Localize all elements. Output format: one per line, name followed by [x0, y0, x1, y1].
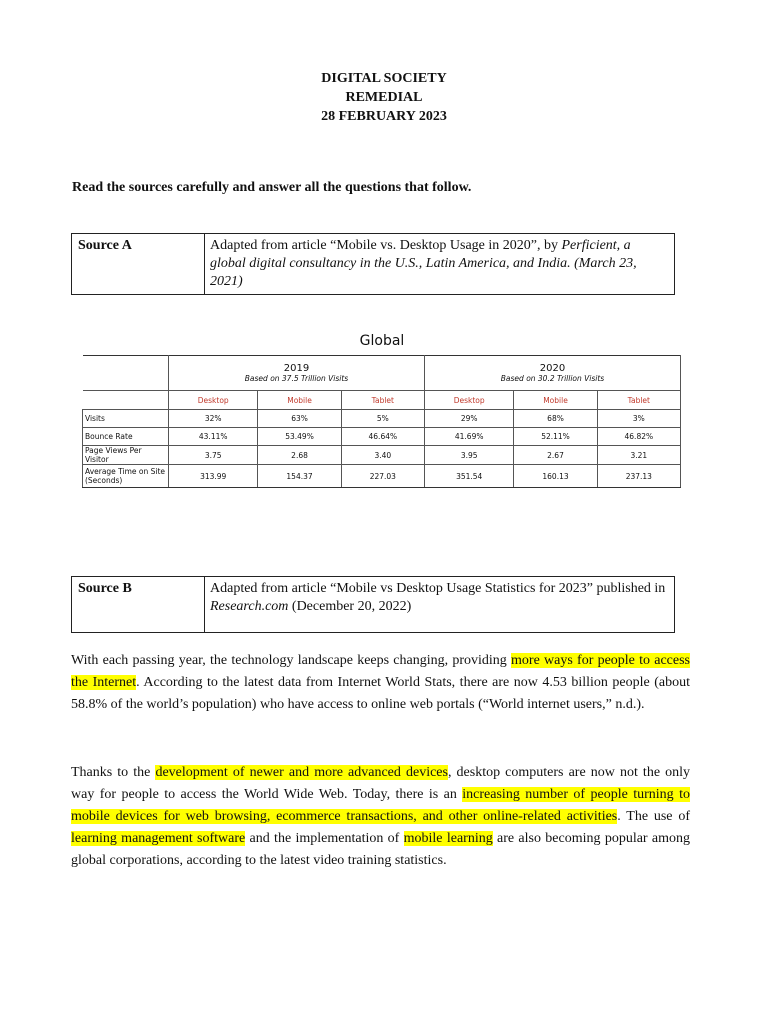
table-cell: 46.64%: [341, 428, 424, 446]
table-corner-2: [83, 391, 169, 410]
highlighted-text: increasing number of people turning to mobile devices for web browsing, ecommerce transactions, and other online-related activities: [71, 787, 690, 824]
row-label: Bounce Rate: [83, 428, 169, 446]
table-cell: 3%: [597, 410, 680, 428]
table-cell: 3.75: [169, 446, 258, 465]
source-a-desc-italic: Perficient, a global digital consultancy in the U.S., Latin America, and India. (March 23, 2021): [210, 238, 637, 289]
table-cell: 43.11%: [169, 428, 258, 446]
device-header: Mobile: [514, 391, 597, 410]
paragraph-text: are also becoming popular among global corporations, according to the latest video training statistics.: [71, 831, 690, 868]
paragraph-text: With each passing year, the technology landscape keeps changing, providing: [71, 653, 512, 668]
table-cell: 29%: [424, 410, 513, 428]
source-b-label: Source B: [72, 577, 205, 632]
year-2019-header: [169, 356, 425, 391]
table-cell: 237.13: [597, 465, 680, 488]
table-cell: 160.13: [514, 465, 597, 488]
year-2020-label: 2020: [539, 363, 566, 374]
source-b-description: [205, 577, 674, 632]
table-cell: 2.67: [514, 446, 597, 465]
table-cell: 2.68: [258, 446, 341, 465]
highlighted-text: mobile learning: [403, 831, 493, 846]
device-header: Tablet: [341, 391, 424, 410]
table-cell: 5%: [341, 410, 424, 428]
paragraph-text: . The use of: [617, 809, 690, 824]
paragraph-1: [71, 650, 690, 716]
highlighted-text: more ways for people to access the Internet: [71, 653, 690, 690]
paragraph-text: . According to the latest data from Internet World Stats, there are now 4.53 billion people (about 58.8% of the world’s population) who have access to online web portals (“World internet users,” n.d.).: [71, 675, 690, 712]
table-cell: 3.21: [597, 446, 680, 465]
row-label: Average Time on Site (Seconds): [83, 465, 169, 488]
paragraph-2: [71, 762, 690, 872]
table-cell: 68%: [514, 410, 597, 428]
table-row: [83, 428, 681, 446]
table-cell: 52.11%: [514, 428, 597, 446]
row-label: Page Views Per Visitor: [83, 446, 169, 465]
table-row: [83, 465, 681, 488]
table-row: [83, 410, 681, 428]
source-a-desc-text: Adapted from article “Mobile vs. Desktop Usage in 2020”, by: [210, 238, 562, 253]
device-header: Mobile: [258, 391, 341, 410]
source-b-publication: Research.com: [210, 599, 289, 614]
table-year-row: [83, 356, 681, 391]
table-cell: 313.99: [169, 465, 258, 488]
source-b-box: [71, 576, 675, 633]
source-b-date: (December 20, 2022): [288, 599, 412, 614]
table-title: Global: [359, 333, 405, 349]
table-cell: 3.95: [424, 446, 513, 465]
usage-stats-table: [82, 355, 681, 488]
table-cell: 63%: [258, 410, 341, 428]
document-header: [0, 69, 768, 126]
year-2020-basis: Based on 30.2 Trillion Visits: [500, 374, 605, 383]
table-row: [83, 446, 681, 465]
source-a-label: Source A: [72, 234, 205, 294]
source-a-description: [205, 234, 674, 294]
highlighted-text: learning management software: [71, 831, 246, 846]
table-cell: 32%: [169, 410, 258, 428]
table-cell: 46.82%: [597, 428, 680, 446]
device-header: Desktop: [169, 391, 258, 410]
source-a-box: [71, 233, 675, 295]
year-2019-basis: Based on 37.5 Trillion Visits: [244, 374, 349, 383]
course-title: DIGITAL SOCIETY: [321, 71, 447, 86]
year-2019-label: 2019: [283, 363, 310, 374]
table-cell: 227.03: [341, 465, 424, 488]
device-header: Tablet: [597, 391, 680, 410]
instructions: Read the sources carefully and answer all the questions that follow.: [72, 180, 472, 195]
table-cell: 154.37: [258, 465, 341, 488]
table-cell: 351.54: [424, 465, 513, 488]
table-cell: 3.40: [341, 446, 424, 465]
paragraph-text: , desktop computers are now not the only way for people to access the World Wide Web. Today, there is an: [71, 765, 691, 802]
exam-type: REMEDIAL: [345, 90, 423, 105]
device-header-row: [83, 391, 681, 410]
source-b-desc-text: Adapted from article “Mobile vs Desktop Usage Statistics for 2023” published in: [210, 581, 666, 596]
exam-date: 28 FEBRUARY 2023: [321, 109, 447, 124]
highlighted-text: development of newer and more advanced devices: [155, 765, 448, 780]
table-cell: 53.49%: [258, 428, 341, 446]
paragraph-text: Thanks to the: [71, 765, 156, 780]
paragraph-text: and the implementation of: [245, 831, 404, 846]
row-label: Visits: [83, 410, 169, 428]
table-corner: [83, 356, 169, 391]
year-2020-header: [424, 356, 680, 391]
table-cell: 41.69%: [424, 428, 513, 446]
device-header: Desktop: [424, 391, 513, 410]
